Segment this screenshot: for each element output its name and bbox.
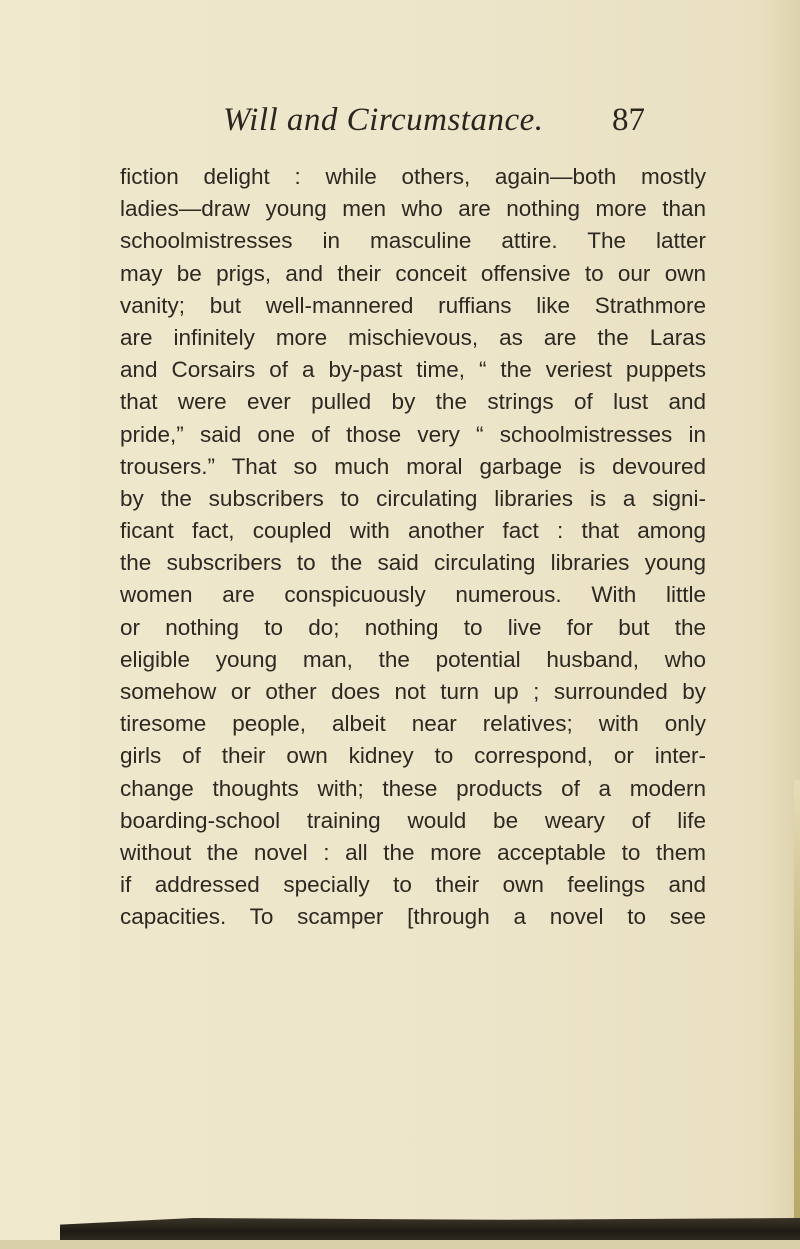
text-line: boarding-school training would be weary of life [120,807,706,833]
text-line: ladies—draw young men who are nothing more than [120,196,706,222]
page-number: 87 [612,102,645,138]
text-line: are infinitely more mischievous, as are the Laras [120,324,706,350]
text-line: vanity; but well-mannered ruffians like Strathmore [120,292,706,318]
running-head [0,102,800,142]
running-title: Will and Circumstance. [223,102,544,138]
text-line: fiction delight : while others, again—both mostly [120,164,706,189]
text-line: schoolmistresses in masculine attire. The latter [120,228,706,254]
page-edge-shadow [794,780,800,1240]
text-line: the subscribers to the said circulating libraries young [120,550,706,576]
text-line: if addressed specially to their own feelings and [120,872,706,898]
text-line: ficant fact, coupled with another fact : that among [120,518,706,544]
text-line: or nothing to do; nothing to live for but the [120,614,706,640]
text-line: that were ever pulled by the strings of lust and [120,389,706,415]
text-line: women are conspicuously numerous. With little [120,582,706,608]
text-line: eligible young man, the potential husband, who [120,646,706,672]
text-line: somehow or other does not turn up ; surrounded by [120,679,706,704]
scan-bottom-band [60,1218,800,1240]
text-line: pride,” said one of those very “ schoolmistresses in [120,421,706,447]
text-line: tiresome people, albeit near relatives; with only [120,711,706,737]
body-text [120,161,706,934]
scan-bottom-margin [0,1240,800,1249]
text-line: change thoughts with; these products of a modern [120,775,706,801]
text-line: trousers.” That so much moral garbage is devoured [120,453,706,479]
text-line: girls of their own kidney to correspond, or inter- [120,743,706,769]
text-line: and Corsairs of a by-past time, “ the veriest puppets [120,357,706,383]
text-line: may be prigs, and their conceit offensive to our own [120,260,706,286]
text-line: capacities. To scamper [through a novel to see [120,904,706,930]
text-line: by the subscribers to circulating libraries is a signi- [120,485,706,511]
text-line: without the novel : all the more acceptable to them [120,839,706,865]
